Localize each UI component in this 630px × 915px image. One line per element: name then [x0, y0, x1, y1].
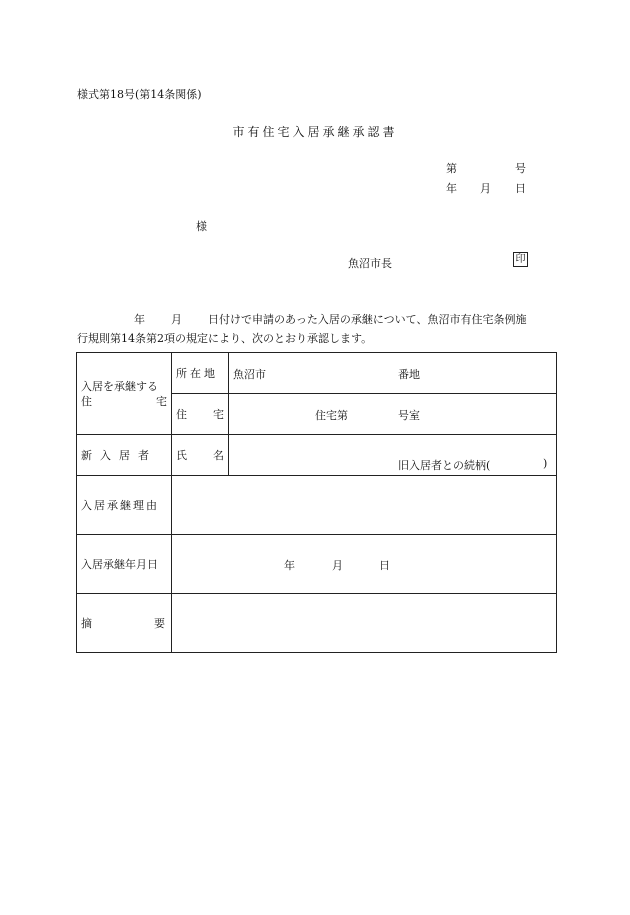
- remarks-label: 摘 要: [77, 594, 172, 653]
- location-banchi: 番地: [398, 368, 420, 381]
- date-label: 入居承継年月日: [77, 535, 172, 594]
- addressee-honorific: 様: [196, 220, 207, 233]
- name-label: 氏 名: [172, 435, 229, 476]
- issue-date-day: 日: [515, 182, 526, 195]
- housing-label-cell: [77, 353, 172, 435]
- statement-line1: 日付けで申請のあった入居の承継について、魚沼市有住宅条例施: [208, 313, 527, 326]
- dwelling-number: 住宅第: [315, 409, 348, 422]
- statement-year: 年: [134, 313, 145, 326]
- location-label: 所在地: [172, 353, 229, 394]
- date-month: 月: [332, 559, 343, 572]
- date-value-cell: [172, 535, 557, 594]
- statement-line2: 行規則第14条第2項の規定により、次のとおり承認します。: [77, 332, 373, 345]
- issuer-name: 魚沼市長: [348, 257, 392, 270]
- issue-date-month: 月: [480, 182, 491, 195]
- seal-mark: 印: [513, 252, 528, 267]
- relation-label: 旧入居者との続柄(: [398, 459, 491, 472]
- remarks-value: [172, 594, 557, 653]
- new-resident-label: 新入居者: [77, 435, 172, 476]
- relation-close: ): [543, 457, 548, 470]
- room-number: 号室: [398, 409, 420, 422]
- approval-form-table: [76, 352, 557, 653]
- date-day: 日: [379, 559, 390, 572]
- location-value-cell: [229, 353, 557, 394]
- date-year: 年: [284, 559, 295, 572]
- housing-label-line2: 住 宅: [81, 394, 167, 408]
- doc-number-suffix: 号: [515, 162, 526, 175]
- statement-month: 月: [171, 313, 182, 326]
- form-number: 様式第18号(第14条関係): [77, 88, 202, 101]
- approval-statement: [77, 310, 557, 348]
- reason-value: [172, 476, 557, 535]
- dwelling-value-cell: [229, 394, 557, 435]
- dwelling-label: 住 宅: [172, 394, 229, 435]
- doc-number-prefix: 第: [446, 162, 457, 175]
- document-title: 市有住宅入居承継承認書: [232, 125, 398, 139]
- location-city: 魚沼市: [233, 368, 266, 381]
- reason-label: 入居承継理由: [77, 476, 172, 535]
- name-value-cell: [229, 435, 557, 476]
- housing-label-line1: 入居を承継する: [81, 379, 158, 393]
- issue-date-year: 年: [446, 182, 457, 195]
